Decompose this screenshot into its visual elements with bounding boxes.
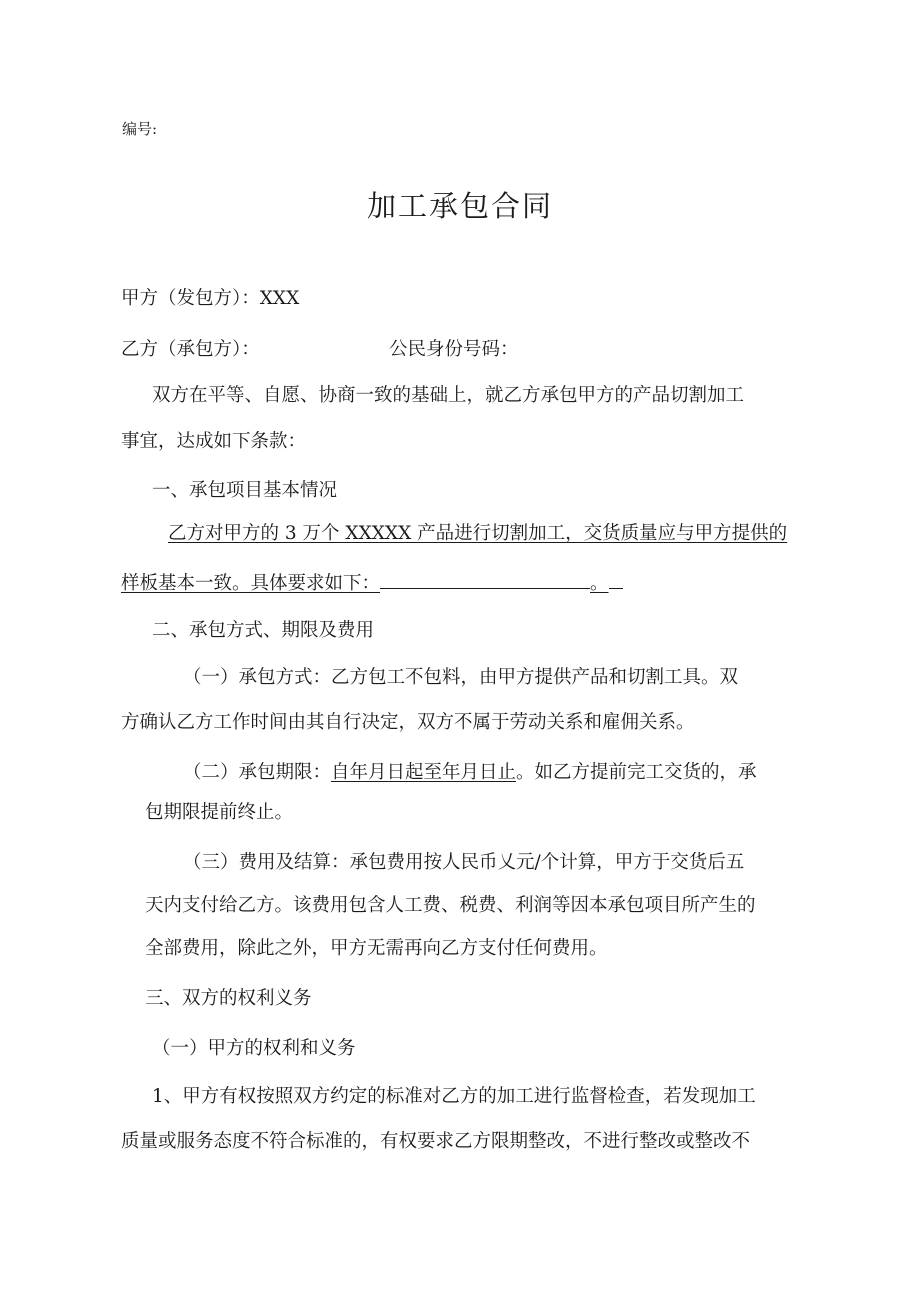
s2-item3-line-2: 天内支付给乙方。该费用包含人工费、税费、利润等因本承包项目所产生的 [145,895,756,916]
blank-fill-underline [380,570,590,589]
s2-item1-line-2: 方确认乙方工作时间由其自行决定，双方不属于劳动关系和雇佣关系。 [121,712,695,733]
s2-item2-line-2: 包期限提前终止。 [145,802,294,823]
intro-line-1: 双方在平等、自愿、协商一致的基础上，就乙方承包甲方的产品切割加工 [152,385,745,406]
party-a-line: 甲方（发包方）：XXX [121,288,300,309]
s2-item2-line-1 [183,761,757,785]
intro-line-2: 事宜，达成如下条款： [121,431,307,452]
section1-line-2-text: 样板基本一致。具体要求如下： [121,573,381,594]
party-b-line [121,338,519,362]
s2-item3-line-3: 全部费用，除此之外，甲方无需再向乙方支付任何费用。 [145,938,608,959]
section3-heading: 三、双方的权利义务 [145,988,312,1009]
s3-item1-line-1: 1、甲方有权按照双方约定的标准对乙方的加工进行监督检查，若发现加工 [152,1086,756,1107]
s2-item2-suffix: 。如乙方提前完工交货的，承 [516,762,757,783]
section1-line-1: 乙方对甲方的 3 万个 XXXXX 产品进行切割加工，交货质量应与甲方提供的 [168,523,788,544]
contract-title: 加工承包合同 [366,189,553,223]
s2-item3-line-1: （三）费用及结算：承包费用按人民币乂元/个计算，甲方于交货后五 [183,852,745,873]
s3-item1-line-2: 质量或服务态度不符合标准的，有权要求乙方限期整改，不进行整改或整改不 [121,1131,751,1152]
party-b-label: 乙方（承包方）： [121,339,260,360]
blank-fill-underline-tail [609,570,623,589]
party-b-id-label: 公民身份号码： [389,339,519,360]
section1-line-2-end: 。 [590,573,609,594]
section1-heading: 一、承包项目基本情况 [152,480,338,501]
s2-item1-line-1: （一）承包方式：乙方包工不包料，由甲方提供产品和切割工具。双 [183,667,739,688]
s2-item2-prefix: （二）承包期限： [183,762,332,783]
section2-heading: 二、承包方式、期限及费用 [152,620,375,641]
s3-sub1-heading: （一）甲方的权利和义务 [152,1038,356,1059]
serial-number-label: 编号: [122,120,158,138]
s2-item2-term: 自年月日起至年月日止 [331,762,517,783]
section1-line-2 [121,570,623,596]
